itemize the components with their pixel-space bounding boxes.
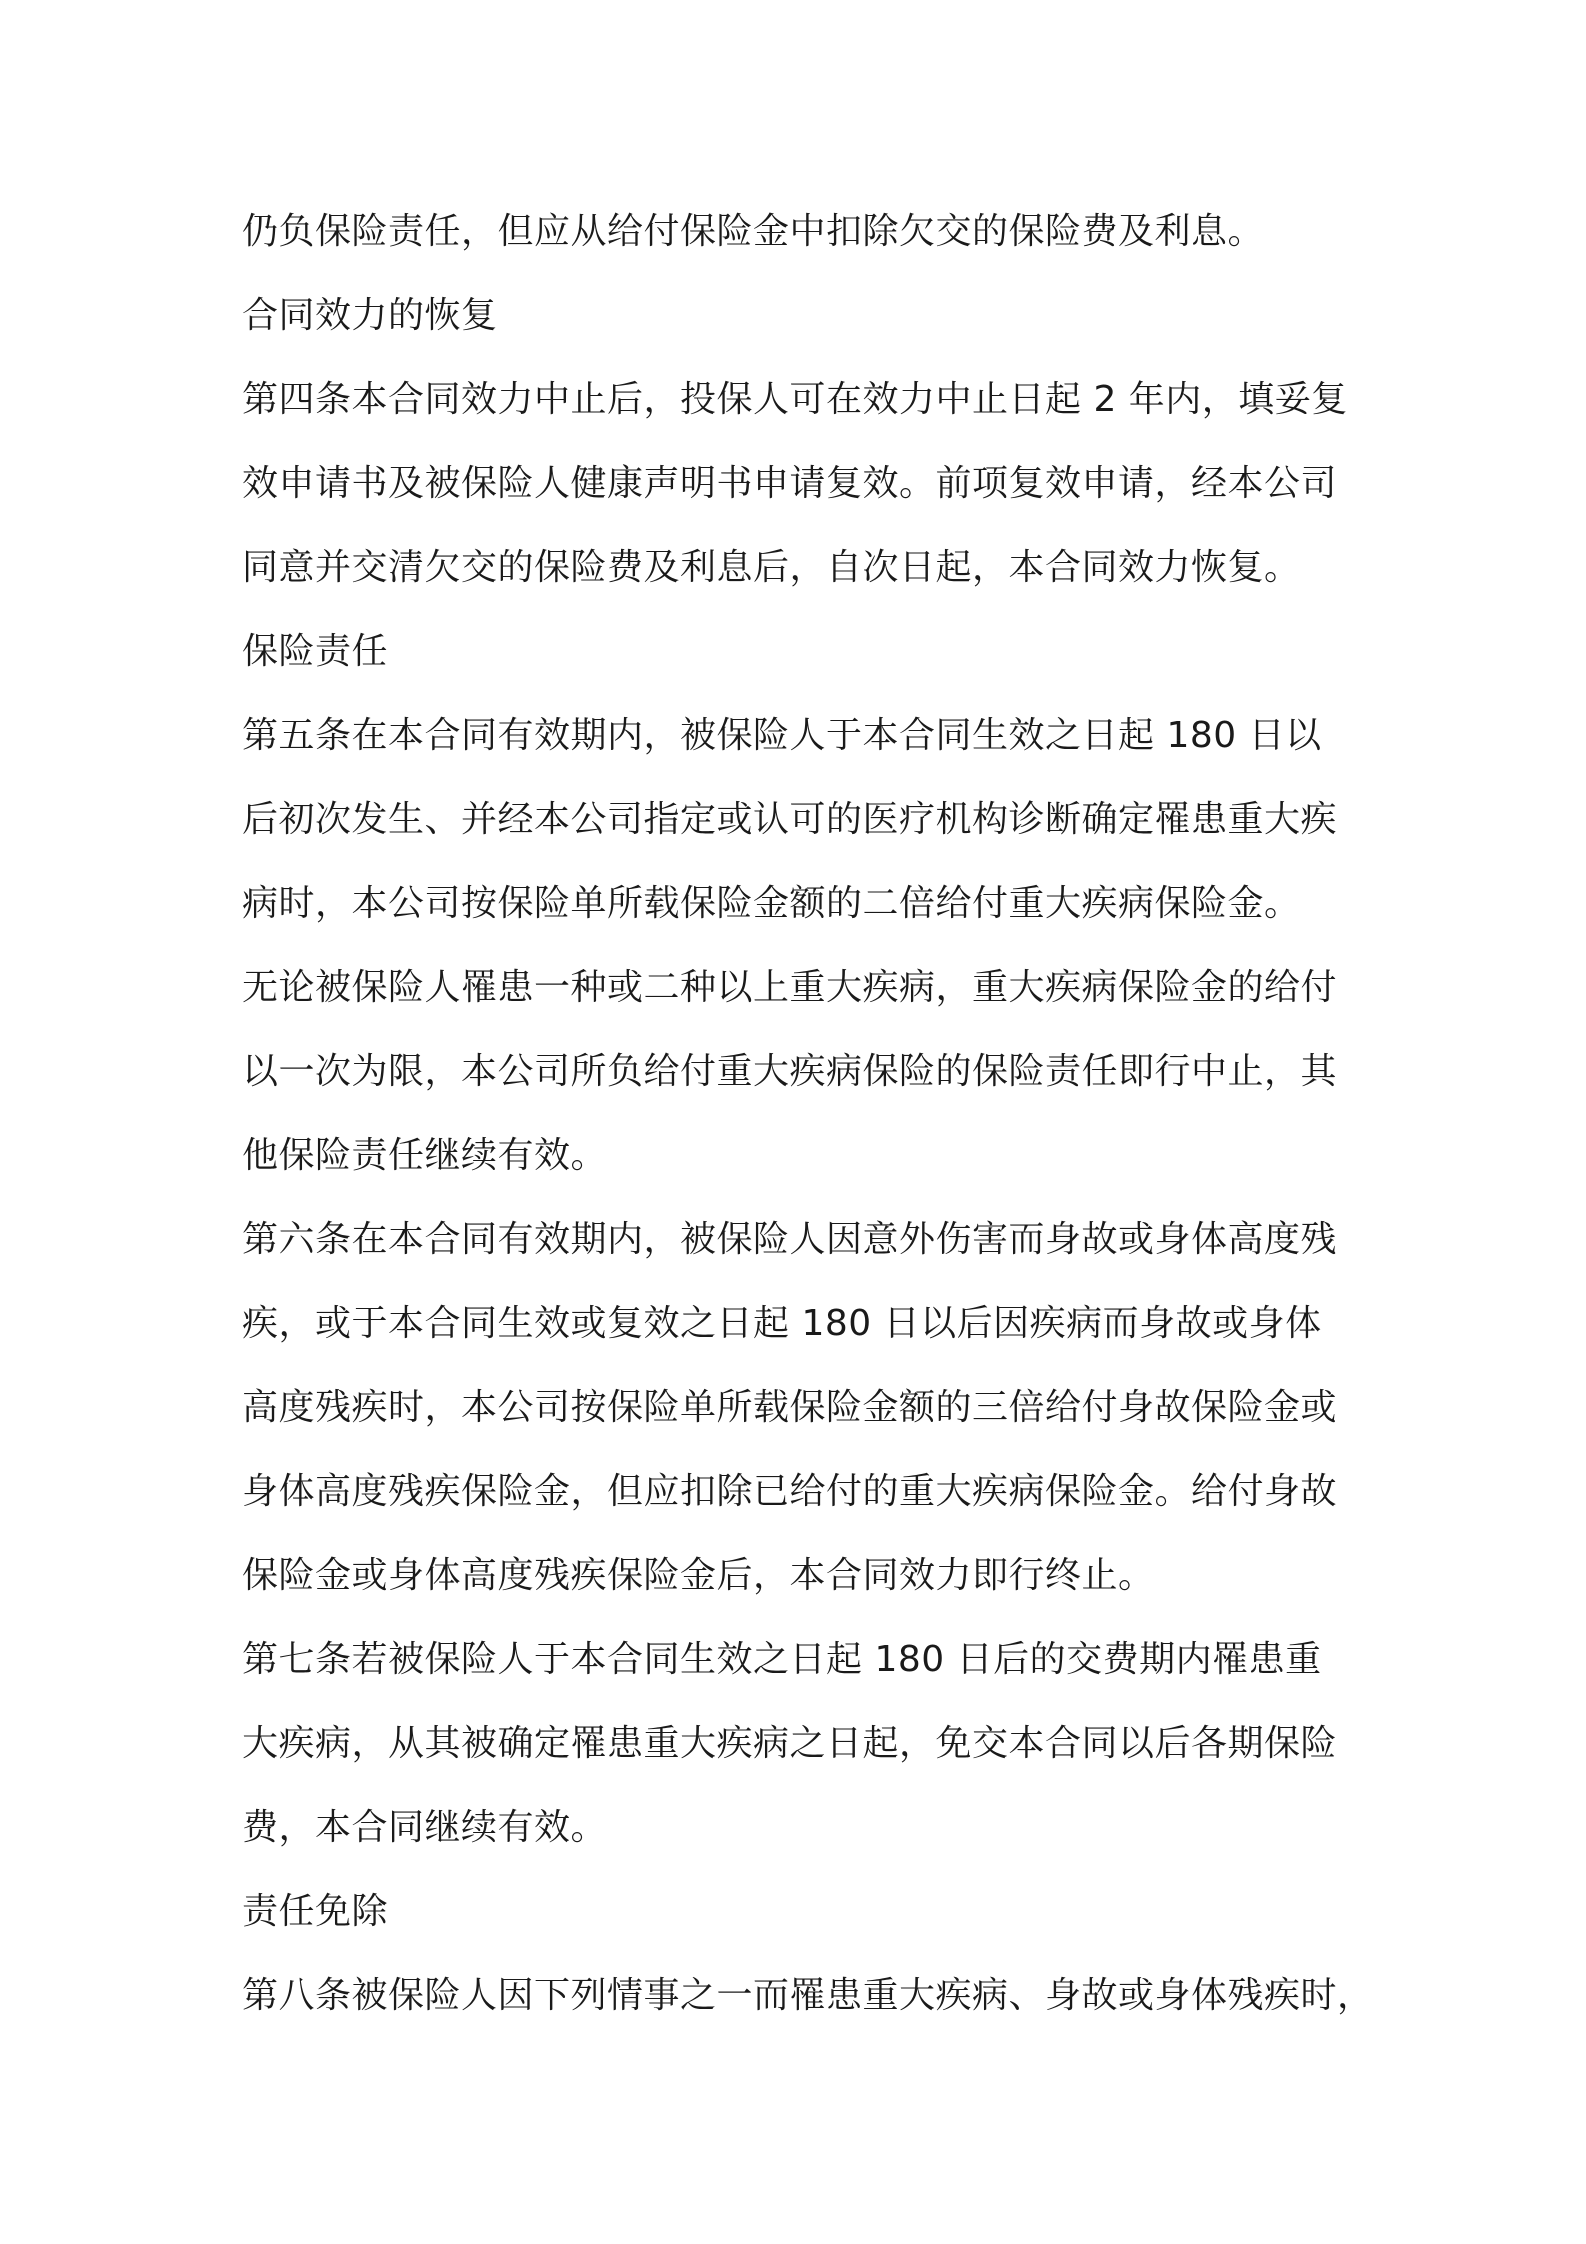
text-line: 第五条在本合同有效期内，被保险人于本合同生效之日起 180 日以 [242,715,1322,756]
text-line: 仍负保险责任，但应从给付保险金中扣除欠交的保险费及利息。 [242,211,1265,252]
document-body [242,190,1372,2038]
text-line: 同意并交清欠交的保险费及利息后，自次日起，本合同效力恢复。 [242,547,1301,588]
text-line: 身体高度残疾保险金，但应扣除已给付的重大疾病保险金。给付身故 [242,1471,1338,1512]
text-line: 第八条被保险人因下列情事之一而罹患重大疾病、身故或身体残疾时， [242,1975,1374,2016]
section-heading: 责任免除 [242,1891,389,1932]
text-line: 第六条在本合同有效期内，被保险人因意外伤害而身故或身体高度残 [242,1219,1338,1260]
section-heading: 合同效力的恢复 [242,295,498,336]
text-line: 费，本合同继续有效。 [242,1807,608,1848]
text-line: 疾，或于本合同生效或复效之日起 180 日以后因疾病而身故或身体 [242,1303,1322,1344]
text-line: 病时，本公司按保险单所载保险金额的二倍给付重大疾病保险金。 [242,883,1301,924]
text-line: 高度残疾时，本公司按保险单所载保险金额的三倍给付身故保险金或 [242,1387,1338,1428]
text-line: 第七条若被保险人于本合同生效之日起 180 日后的交费期内罹患重 [242,1639,1322,1680]
text-line: 无论被保险人罹患一种或二种以上重大疾病，重大疾病保险金的给付 [242,967,1338,1008]
section-heading: 保险责任 [242,631,389,672]
text-line: 以一次为限，本公司所负给付重大疾病保险的保险责任即行中止，其 [242,1051,1338,1092]
text-line: 第四条本合同效力中止后，投保人可在效力中止日起 2 年内，填妥复 [242,379,1348,420]
text-line: 效申请书及被保险人健康声明书申请复效。前项复效申请，经本公司 [242,463,1338,504]
text-line: 保险金或身体高度残疾保险金后，本合同效力即行终止。 [242,1555,1155,1596]
text-line: 大疾病，从其被确定罹患重大疾病之日起，免交本合同以后各期保险 [242,1723,1338,1764]
text-line: 他保险责任继续有效。 [242,1135,608,1176]
text-line: 后初次发生、并经本公司指定或认可的医疗机构诊断确定罹患重大疾 [242,799,1338,840]
